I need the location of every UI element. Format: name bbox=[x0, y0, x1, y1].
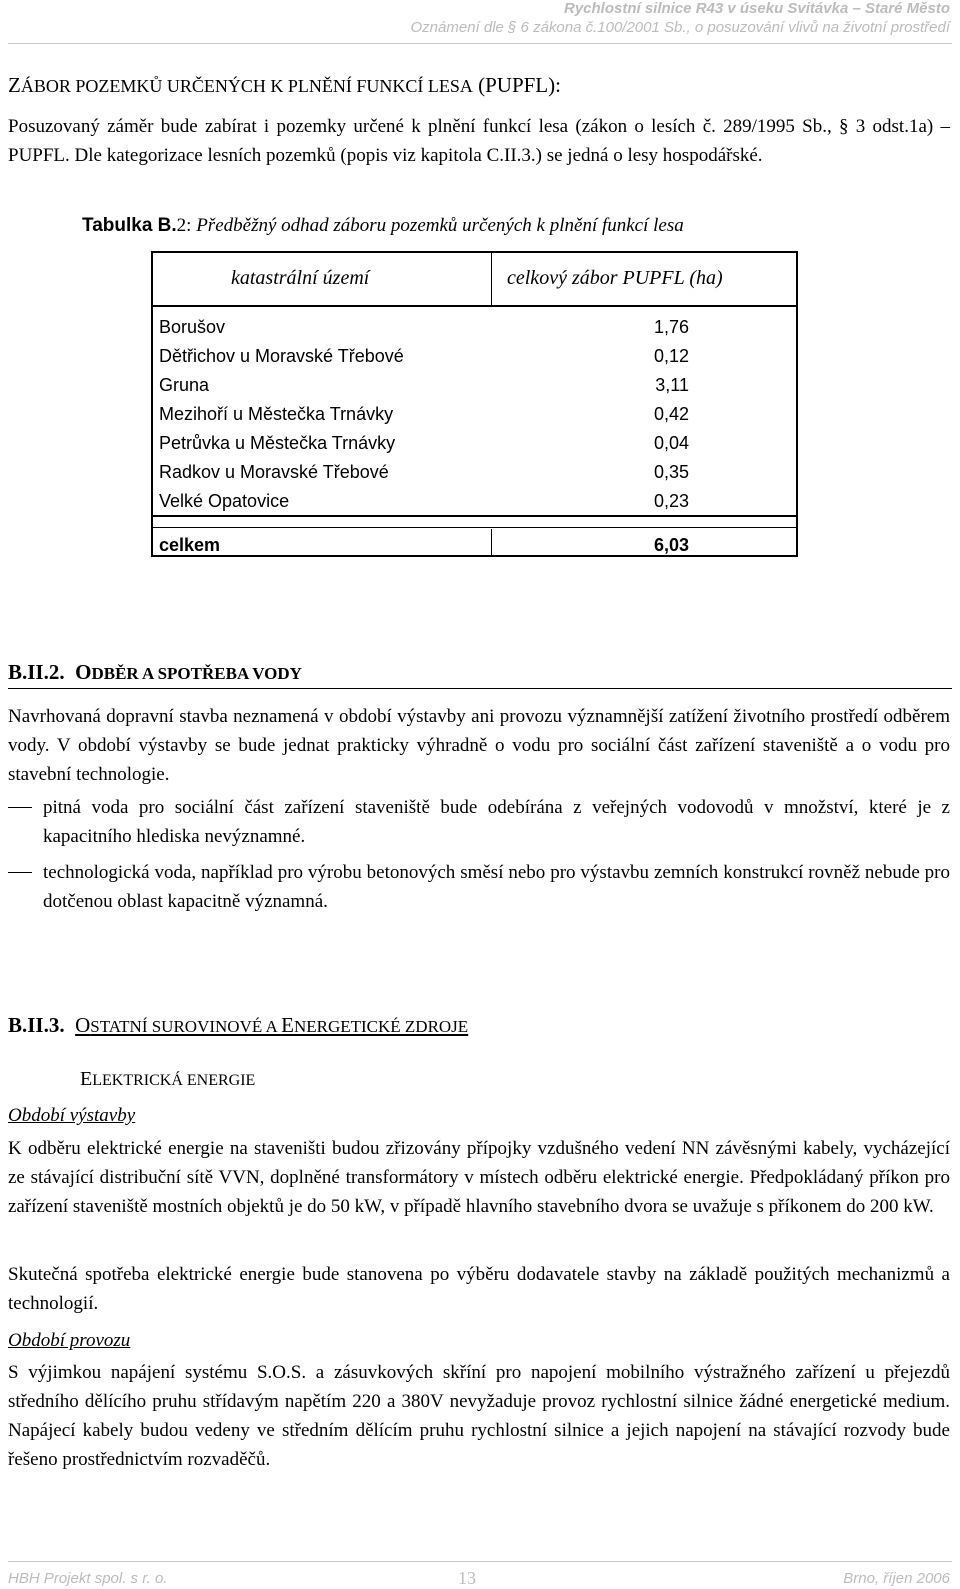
table-total-value: 6,03 bbox=[653, 535, 689, 555]
electric-paragraph-2: Skutečná spotřeba elektrické energie bude stanovena po výběru dodavatele stavby na základě použitých mechanizmů a technologií. bbox=[8, 1264, 950, 1314]
subheading-initial: E bbox=[80, 1068, 93, 1090]
table-cell-cadastral: Gruna bbox=[159, 375, 210, 395]
section-heading-water bbox=[8, 660, 302, 685]
water-bullet-1: pitná voda pro sociální část zařízení staveniště bude odebírána z veřejných vodovodů v množství, které je z kapacitního hlediska nevýznamné. bbox=[43, 797, 950, 847]
table-caption-number: 2: bbox=[176, 215, 192, 236]
table-cell-area: 0,42 bbox=[653, 404, 689, 424]
section-number: B.II.3. bbox=[8, 1013, 65, 1037]
header-divider bbox=[8, 43, 952, 44]
section-title-initial: O bbox=[75, 660, 92, 684]
electric-paragraph-3: S výjimkou napájení systému S.O.S. a zásuvkových skříní pro napojení mobilního výstražného zařízení u přejezdů středního dělícího pruhu střídavým napětím 220 a 380V nevyžaduje provoz rychlostní silnice žádné energetické medium. Napájecí kabely budou vedeny ve středním dělícím pruhu rychlostní silnice a jejich napojení na stávající rozvody bude řešeno prostřednictvím rozvaděčů. bbox=[8, 1362, 950, 1470]
table-cell-area: 0,12 bbox=[653, 346, 689, 366]
pupfl-heading-tail: (PUPFL): bbox=[472, 73, 561, 97]
table-cell-cadastral: Petrůvka u Městečka Trnávky bbox=[159, 433, 396, 453]
table-divider bbox=[153, 305, 796, 307]
table-row bbox=[159, 429, 689, 458]
pupfl-paragraph: Posuzovaný záměr bude zabírat i pozemky určené k plnění funkcí lesa (zákon o lesích č. 289/1995 Sb., § 3 odst.1a) – PUPFL. Dle kategorizace lesních pozemků (popis viz kapitola C.II.3.) se jedná o lesy hospodářské. bbox=[8, 116, 950, 166]
table-cell-area: 3,11 bbox=[655, 375, 689, 395]
table-row bbox=[159, 342, 689, 371]
footer-company: HBH Projekt spol. s r. o. bbox=[8, 1570, 168, 1587]
pupfl-heading-caps: ÁBOR POZEMKŮ URČENÝCH K PLNĚNÍ FUNKCÍ LESA bbox=[20, 76, 473, 96]
table-caption-label: Tabulka B. bbox=[82, 215, 177, 236]
bullet-dash bbox=[8, 872, 32, 873]
water-paragraph: Navrhovaná dopravní stavba neznamená v období výstavby ani provozu významnější zatížení životního prostředí odběrem vody. V období výstavby se bude jednat prakticky výhradně o vodu pro sociální část zařízení staveniště a o vodu pro stavební technologie. bbox=[8, 706, 950, 785]
table-row bbox=[159, 313, 689, 342]
table-divider bbox=[153, 515, 796, 517]
section-heading-resources bbox=[8, 1013, 468, 1038]
footer-date: Brno, říjen 2006 bbox=[843, 1570, 950, 1587]
footer-divider bbox=[8, 1561, 952, 1562]
table-cell-cadastral: Mezihoří u Městečka Trnávky bbox=[159, 404, 394, 424]
table-row bbox=[159, 458, 689, 487]
table-cell-area: 0,35 bbox=[653, 462, 689, 482]
table-divider bbox=[153, 527, 796, 528]
table-cell-area: 1,76 bbox=[653, 317, 689, 337]
table-divider bbox=[491, 253, 492, 305]
table-header-area: celkový zábor PUPFL (ha) bbox=[507, 267, 723, 289]
period-construction-label: Období výstavby bbox=[8, 1105, 136, 1126]
period-operation-label: Období provozu bbox=[8, 1330, 131, 1351]
table-row bbox=[159, 487, 689, 516]
footer-page-number: 13 bbox=[458, 1568, 476, 1588]
table-cell-cadastral: Borušov bbox=[159, 317, 226, 337]
section-title-initial: O bbox=[75, 1013, 91, 1037]
table-cell-cadastral: Radkov u Moravské Třebové bbox=[159, 462, 389, 482]
bullet-dash bbox=[8, 807, 32, 808]
subheading-caps: LEKTRICKÁ ENERGIE bbox=[92, 1072, 256, 1089]
table-cell-cadastral: Velké Opatovice bbox=[159, 491, 290, 511]
table-header-cadastral: katastrální území bbox=[231, 267, 370, 289]
section-title-caps: STATNÍ SUROVINOVÉ A bbox=[90, 1017, 282, 1036]
header-title: Rychlostní silnice R43 v úseku Svitávka – Staré Město bbox=[563, 0, 950, 17]
pupfl-heading bbox=[8, 73, 561, 98]
table-row bbox=[159, 400, 689, 429]
subheading-electric bbox=[80, 1068, 255, 1091]
header-subtitle: Oznámení dle § 6 zákona č.100/2001 Sb., o posuzování vlivů na životní prostředí bbox=[410, 19, 950, 36]
table-total-row bbox=[159, 531, 689, 559]
section-title-initial: E bbox=[281, 1013, 294, 1037]
pupfl-heading-initial: Z bbox=[8, 73, 21, 97]
table-caption bbox=[82, 215, 684, 237]
water-bullet-2: technologická voda, například pro výrobu betonových směsí nebo pro výstavbu zemních konstrukcí rovněž nebude pro dotčenou oblast kapacitně významná. bbox=[43, 862, 950, 912]
table-cell-cadastral: Dětřichov u Moravské Třebové bbox=[159, 346, 404, 366]
table-cell-area: 0,23 bbox=[653, 491, 689, 511]
table-row bbox=[159, 371, 689, 400]
table-cell-area: 0,04 bbox=[653, 433, 689, 453]
pupfl-table bbox=[151, 251, 798, 557]
electric-paragraph-1: K odběru elektrické energie na staveništi budou zřizovány přípojky vzdušného vedení NN závěsnými kabely, vycházející ze stávající distribuční sítě VVN, doplněné transformátory v místech odběru elektrické energie. Předpokládaný příkon pro zařízení staveniště mostních objektů je do 50 kW, v případě hlavního stavebního dvora se uvažuje s příkonem do 200 kW. bbox=[8, 1138, 950, 1217]
section-title-caps: DBĚR A SPOTŘEBA VODY bbox=[91, 664, 302, 683]
section-divider bbox=[8, 688, 952, 689]
section-number: B.II.2. bbox=[8, 660, 65, 684]
table-caption-text: Předběžný odhad záboru pozemků určených k plnění funkcí lesa bbox=[196, 215, 684, 236]
section-title-caps: NERGETICKÉ ZDROJE bbox=[293, 1017, 469, 1036]
table-total-label: celkem bbox=[159, 535, 221, 555]
